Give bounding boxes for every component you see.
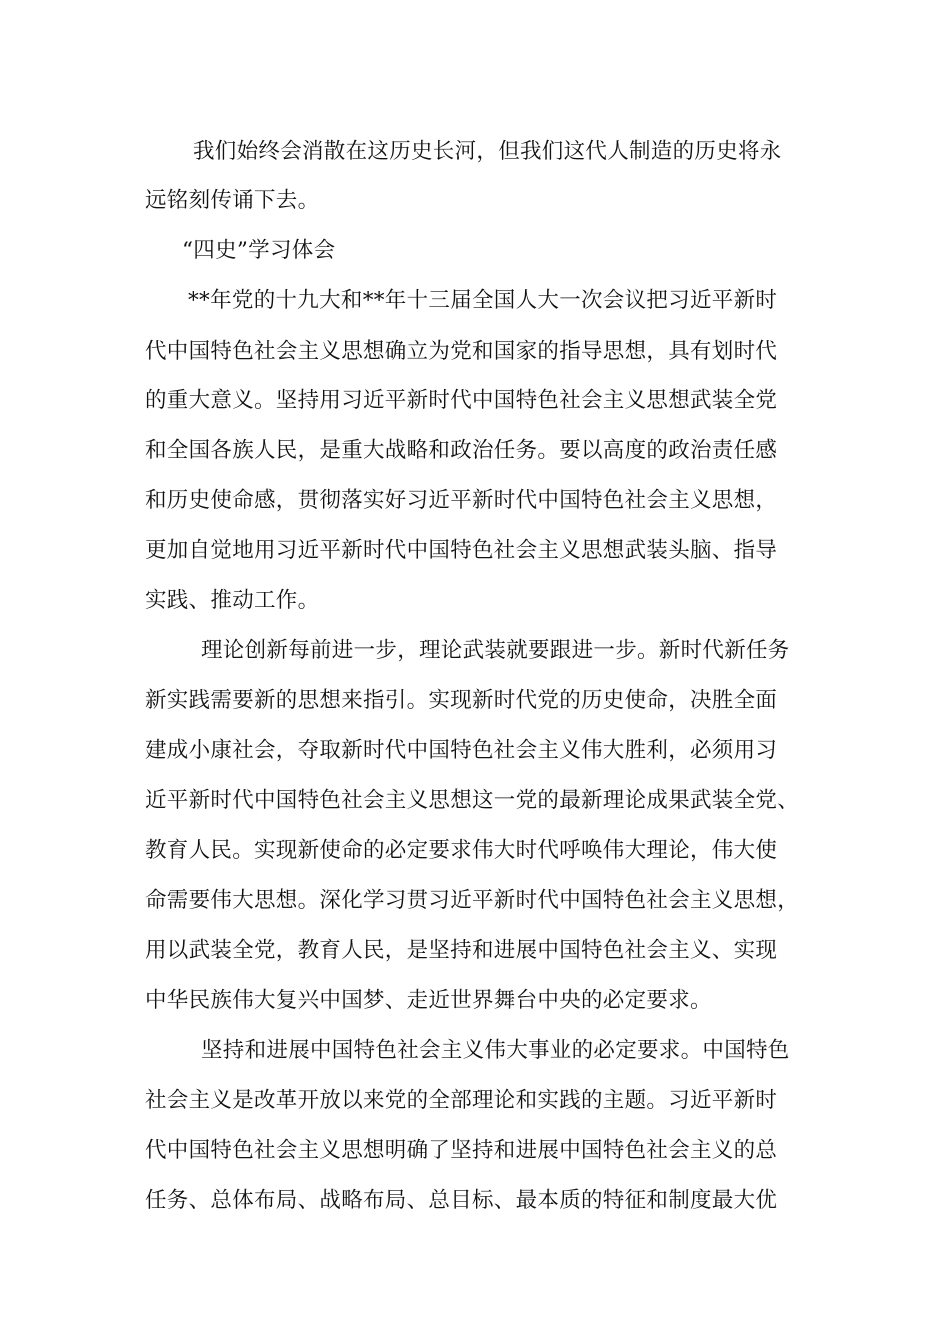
paragraph-line: 理论创新每前进一步，理论武装就要跟进一步。新时代新任务 — [201, 638, 790, 663]
paragraph-line: 的重大意义。坚持用习近平新时代中国特色社会主义思想武装全党 — [145, 388, 778, 413]
paragraph-line: 代中国特色社会主义思想确立为党和国家的指导思想，具有划时代 — [145, 339, 778, 364]
paragraph-line: 新实践需要新的思想来指引。实现新时代党的历史使命，决胜全面 — [145, 688, 778, 713]
paragraph-line: 建成小康社会，夺取新时代中国特色社会主义伟大胜利，必须用习 — [145, 738, 778, 763]
paragraph-line: 中华民族伟大复兴中国梦、走近世界舞台中央的必定要求。 — [145, 988, 712, 1013]
paragraph-line: 更加自觉地用习近平新时代中国特色社会主义思想武装头脑、指导 — [145, 538, 778, 563]
paragraph-line: 坚持和进展中国特色社会主义伟大事业的必定要求。中国特色 — [201, 1038, 790, 1063]
paragraph-line: 用以武装全党，教育人民，是坚持和进展中国特色社会主义、实现 — [145, 938, 778, 963]
paragraph-line: 和历史使命感，贯彻落实好习近平新时代中国特色社会主义思想， — [145, 488, 778, 513]
paragraph-line: 命需要伟大思想。深化学习贯习近平新时代中国特色社会主义思想， — [145, 888, 800, 913]
paragraph-line: 教育人民。实现新使命的必定要求伟大时代呼唤伟大理论，伟大使 — [145, 838, 778, 863]
paragraph-line: 代中国特色社会主义思想明确了坚持和进展中国特色社会主义的总 — [145, 1138, 778, 1163]
paragraph-line: 我们始终会消散在这历史长河，但我们这代人制造的历史将永 — [193, 139, 782, 164]
paragraph-line: 实践、推动工作。 — [145, 588, 320, 613]
paragraph-line: **年党的十九大和**年十三届全国人大一次会议把习近平新时 — [188, 288, 778, 313]
paragraph-line: 社会主义是改革开放以来党的全部理论和实践的主题。习近平新时 — [145, 1088, 778, 1113]
paragraph-line: 和全国各族人民，是重大战略和政治任务。要以高度的政治责任感 — [145, 438, 778, 463]
paragraph-line: 任务、总体布局、战略布局、总目标、最本质的特征和制度最大优 — [145, 1188, 778, 1213]
paragraph-line: 远铭刻传诵下去。 — [145, 188, 320, 213]
paragraph-line: 近平新时代中国特色社会主义思想这一党的最新理论成果武装全党、 — [145, 788, 800, 813]
section-heading: “四史”学习体会 — [182, 238, 336, 263]
